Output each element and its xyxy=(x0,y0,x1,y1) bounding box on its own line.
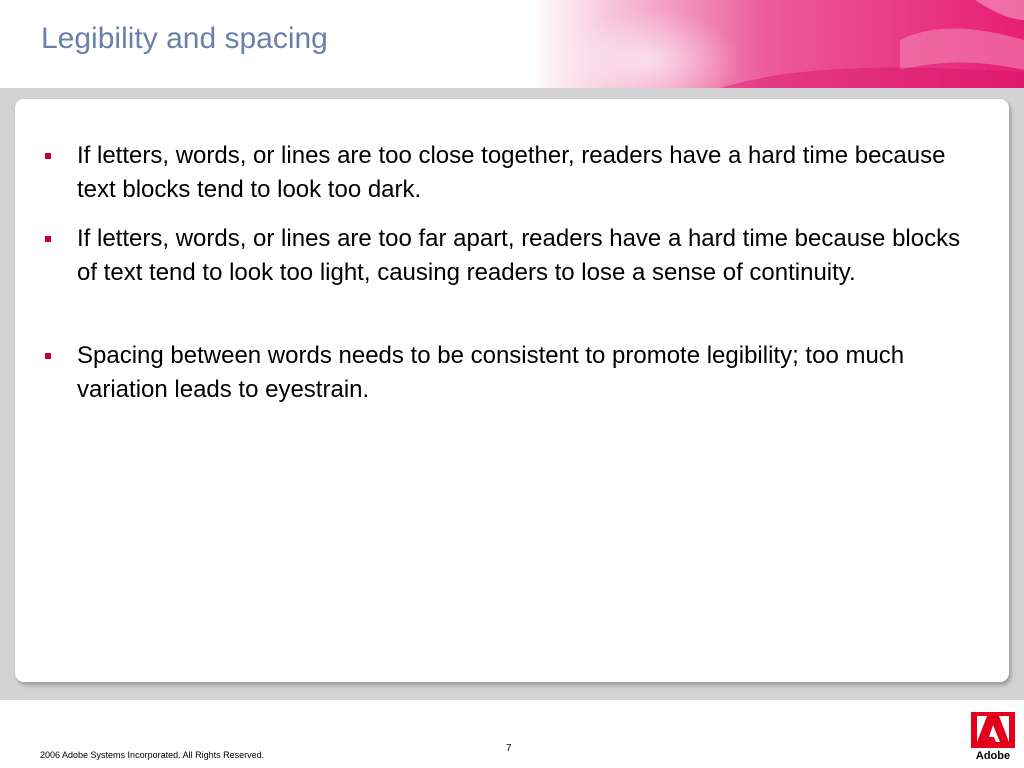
content-panel xyxy=(15,99,1009,682)
bullet-square-icon xyxy=(45,353,51,359)
copyright-text: 2006 Adobe Systems Incorporated. All Rights Reserved. xyxy=(40,750,265,760)
page-number: 7 xyxy=(506,743,512,754)
bullet-text: Spacing between words needs to be consistent to promote legibility; too much variation leads to eyestrain. xyxy=(77,342,905,403)
adobe-logo xyxy=(971,712,1015,762)
page-title: Legibility and spacing xyxy=(41,22,328,55)
slide-header xyxy=(0,0,1024,88)
bullet-square-icon xyxy=(45,236,51,242)
bullet-square-icon xyxy=(45,153,51,159)
bullet-text: If letters, words, or lines are too close together, readers have a hard time because text blocks tend to look too dark. xyxy=(77,142,946,203)
svg-text:Adobe: Adobe xyxy=(975,750,1011,762)
bullet-text: If letters, words, or lines are too far apart, readers have a hard time because blocks of text tend to look too light, causing readers to lose a sense of continuity. xyxy=(77,225,961,286)
